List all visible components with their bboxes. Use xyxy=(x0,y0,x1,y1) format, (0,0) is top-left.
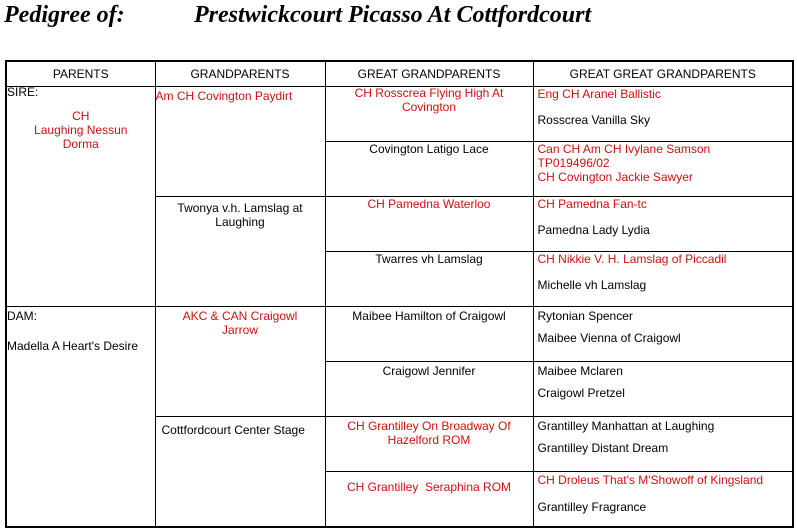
sire-ggp3-name: CH Pamedna Waterloo xyxy=(367,197,491,211)
dam-ggp2-name: Craigowl Jennifer xyxy=(382,364,476,378)
sire-ggp2-name: Covington Latigo Lace xyxy=(369,142,489,156)
sire-label: SIRE: xyxy=(7,85,39,99)
dam-ggp1-name: Maibee Hamilton of Craigowl xyxy=(352,309,506,323)
sire-gggp-4: TP019496/02 xyxy=(537,156,610,170)
sire-gggp-group-4 xyxy=(533,252,793,307)
sire-gggp-group-3 xyxy=(533,197,793,252)
col-header-great-grandparents: GREAT GRANDPARENTS xyxy=(325,61,533,87)
dam-grandparent-2 xyxy=(155,417,325,528)
sire-ggp-1 xyxy=(325,87,533,142)
sire-gggp-group-1 xyxy=(533,87,793,142)
dam-label: DAM: xyxy=(7,309,37,323)
table-row xyxy=(6,307,793,362)
col-header-grandparents: GRANDPARENTS xyxy=(155,61,325,87)
sire-gggp-1: Eng CH Aranel Ballistic xyxy=(537,87,661,101)
sire-title: CH xyxy=(72,109,90,123)
header-row xyxy=(6,61,793,87)
dam-ggp3-name: CH Grantilley On Broadway Of Hazelford ROM xyxy=(347,419,511,447)
dam-name: Madella A Heart's Desire xyxy=(7,339,139,353)
dam-ggp4-name: CH Grantilley Seraphina ROM xyxy=(346,480,512,494)
dam-gggp-7: CH Droleus That's M'Showoff of Kingsland xyxy=(537,473,764,487)
sire-name: Laughing Nessun Dorma xyxy=(34,123,128,151)
sire-grandparent-2 xyxy=(155,197,325,307)
col-header-parents: PARENTS xyxy=(6,61,155,87)
pedigree-label: Pedigree of: xyxy=(4,2,125,28)
dam-gggp-group-4 xyxy=(533,472,793,528)
sire-grandparent-1 xyxy=(155,87,325,197)
dam-gggp-5: Grantilley Manhattan at Laughing xyxy=(537,419,715,433)
pedigree-table xyxy=(5,60,794,528)
sire-ggp-4 xyxy=(325,252,533,307)
sire-ggp1-name: CH Rosscrea Flying High At Covington xyxy=(354,86,504,114)
sire-gggp-5: CH Covington Jackie Sawyer xyxy=(537,170,693,184)
dam-gggp-4: Craigowl Pretzel xyxy=(537,386,625,400)
sire-gggp-7: Pamedna Lady Lydia xyxy=(537,223,650,237)
dam-gp2-name: Cottfordcourt Center Stage xyxy=(161,423,305,437)
dam-ggp-4 xyxy=(325,472,533,528)
sire-ggp-3 xyxy=(325,197,533,252)
sire-cell xyxy=(6,87,155,307)
dam-gggp-1: Rytonian Spencer xyxy=(537,309,633,323)
dog-name-title: Prestwickcourt Picasso At Cottfordcourt xyxy=(194,2,592,28)
sire-gp1-name: Am CH Covington Paydirt xyxy=(155,89,293,103)
dam-cell xyxy=(6,307,155,528)
dam-gggp-group-1 xyxy=(533,307,793,362)
sire-gggp-2: Rosscrea Vanilla Sky xyxy=(537,113,650,127)
sire-gggp-3: Can CH Am CH Ivylane Samson xyxy=(537,142,711,156)
dam-gggp-6: Grantilley Distant Dream xyxy=(537,441,669,455)
sire-gggp-group-2 xyxy=(533,142,793,197)
table-row xyxy=(6,87,793,142)
dam-gp1-name: AKC & CAN Craigowl Jarrow xyxy=(182,309,298,337)
sire-ggp4-name: Twarres vh Lamslag xyxy=(375,252,483,266)
dam-grandparent-1 xyxy=(155,307,325,417)
dam-gggp-2: Maibee Vienna of Craigowl xyxy=(537,331,681,345)
dam-ggp-2 xyxy=(325,362,533,417)
col-header-great-great-grandparents: GREAT GREAT GRANDPARENTS xyxy=(533,61,793,87)
dam-gggp-8: Grantilley Fragrance xyxy=(537,500,647,514)
sire-gp2-name: Twonya v.h. Lamslag at Laughing xyxy=(177,201,303,229)
dam-ggp-1 xyxy=(325,307,533,362)
sire-gggp-6: CH Pamedna Fan-tc xyxy=(537,197,647,211)
sire-gggp-8: CH Nikkie V. H. Lamslag of Piccadil xyxy=(537,252,727,266)
dam-gggp-3: Maibee Mclaren xyxy=(537,364,623,378)
sire-gggp-9: Michelle vh Lamslag xyxy=(537,278,647,292)
dam-gggp-group-2 xyxy=(533,362,793,417)
dam-gggp-group-3 xyxy=(533,417,793,472)
sire-ggp-2 xyxy=(325,142,533,197)
dam-ggp-3 xyxy=(325,417,533,472)
